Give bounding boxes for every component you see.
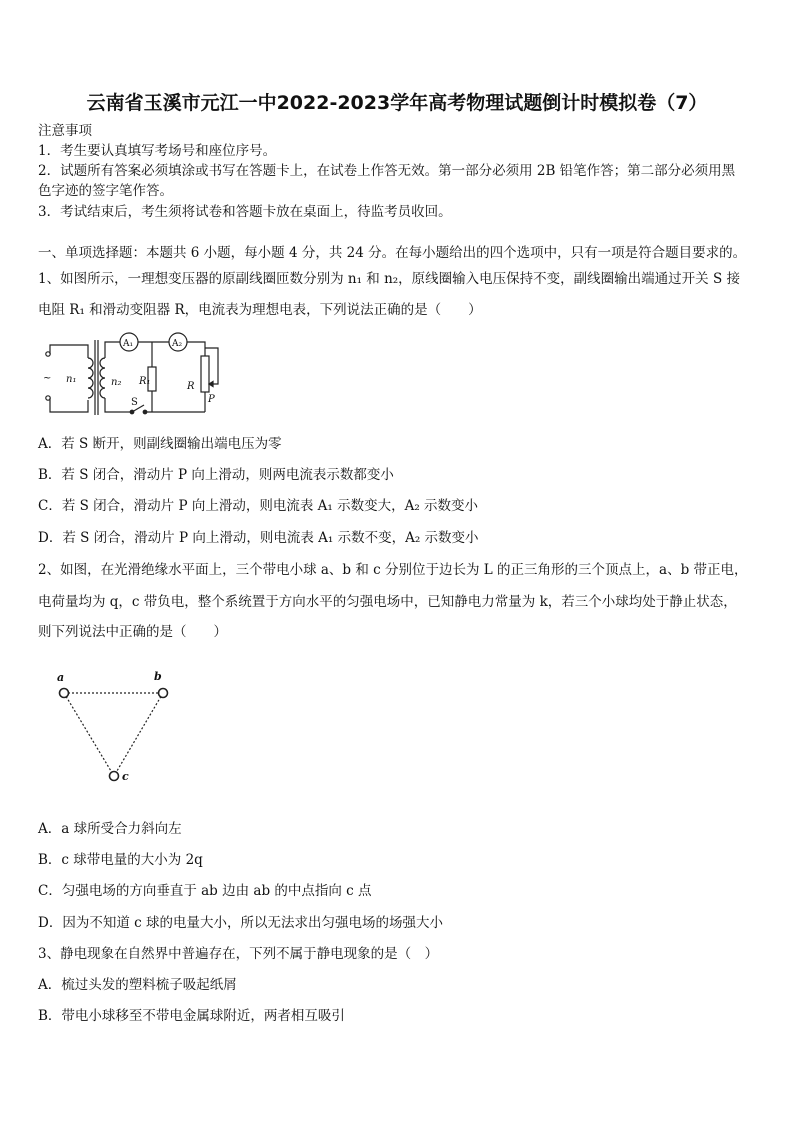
q1-option-b: B．若 S 闭合，滑动片 P 向上滑动，则两电流表示数都变小 (38, 467, 394, 483)
q2-triangle-diagram (50, 666, 180, 786)
q2-option-d: D．因为不知道 c 球的电量大小，所以无法求出匀强电场的场强大小 (38, 915, 443, 931)
ac-source-symbol: ~ (43, 373, 52, 384)
ball-c (110, 772, 119, 781)
q3-stem: 3、静电现象在自然界中普遍存在，下列不属于静电现象的是（ ） (38, 946, 439, 962)
ball-b (159, 689, 168, 698)
label-n2: n₂ (111, 377, 122, 388)
label-p: P (208, 394, 215, 405)
q2-stem-line1: 2、如图，在光滑绝缘水平面上，三个带电小球 a、b 和 c 分别位于边长为 L 的正三角形的三个顶点上，a、b 带正电， (38, 562, 748, 578)
label-r1: R₁ (139, 376, 151, 387)
notice-item-2-cont: 色字迹的签字笔作答。 (38, 183, 173, 199)
q2-stem-line3: 则下列说法中正确的是（ ） (38, 624, 227, 640)
q3-option-a: A．梳过头发的塑料梳子吸起纸屑 (38, 977, 237, 993)
q1-option-d: D．若 S 闭合，滑动片 P 向上滑动，则电流表 A₁ 示数不变，A₂ 示数变小 (38, 530, 479, 546)
ammeter-a2: A₂ (172, 339, 183, 349)
q1-stem-line1: 1、如图所示，一理想变压器的原副线圈匝数分别为 n₁ 和 n₂，原线圈输入电压保持不变，副线圈输出端通过开关 S 接 (38, 271, 741, 287)
label-s: S (131, 397, 138, 408)
q2-option-c: C．匀强电场的方向垂直于 ab 边由 ab 的中点指向 c 点 (38, 883, 372, 899)
page-title: 云南省玉溪市元江一中2022-2023学年高考物理试题倒计时模拟卷（7） (86, 92, 708, 114)
label-n1: n₁ (66, 374, 77, 385)
q3-option-b: B．带电小球移至不带电金属球附近，两者相互吸引 (38, 1008, 345, 1024)
notice-heading: 注意事项 (38, 123, 92, 139)
label-a: a (57, 671, 65, 684)
notice-item-2: 2．试题所有答案必须填涂或书写在答题卡上，在试卷上作答无效。第一部分必须用 2B 铅笔作答；第二部分必须用黑 (38, 163, 736, 179)
ammeter-a1: A₁ (123, 339, 134, 349)
notice-item-1: 1．考生要认真填写考场号和座位序号。 (38, 143, 277, 159)
q1-option-c: C．若 S 闭合，滑动片 P 向上滑动，则电流表 A₁ 示数变大，A₂ 示数变小 (38, 498, 479, 514)
notice-item-3: 3．考试结束后，考生须将试卷和答题卡放在桌面上，待监考员收回。 (38, 204, 452, 220)
q1-option-a: A．若 S 断开，则副线圈输出端电压为零 (38, 436, 282, 452)
ball-a (60, 689, 69, 698)
section-heading: 一、单项选择题：本题共 6 小题，每小题 4 分，共 24 分。在每小题给出的四个选项中，只有一项是符合题目要求的。 (38, 245, 747, 261)
q2-option-a: A．a 球所受合力斜向左 (38, 821, 182, 837)
label-r: R (187, 381, 195, 392)
q2-option-b: B．c 球带电量的大小为 2q (38, 852, 203, 868)
q2-stem-line2: 电荷量均为 q，c 带负电，整个系统置于方向水平的匀强电场中，已知静电力常量为 k，若三个小球均处于静止状态， (38, 594, 737, 610)
label-b: b (154, 670, 162, 683)
q1-circuit-diagram (40, 330, 230, 425)
label-c: c (122, 770, 129, 783)
q1-stem-line2: 电阻 R₁ 和滑动变阻器 R，电流表为理想电表，下列说法正确的是（ ） (38, 302, 482, 318)
